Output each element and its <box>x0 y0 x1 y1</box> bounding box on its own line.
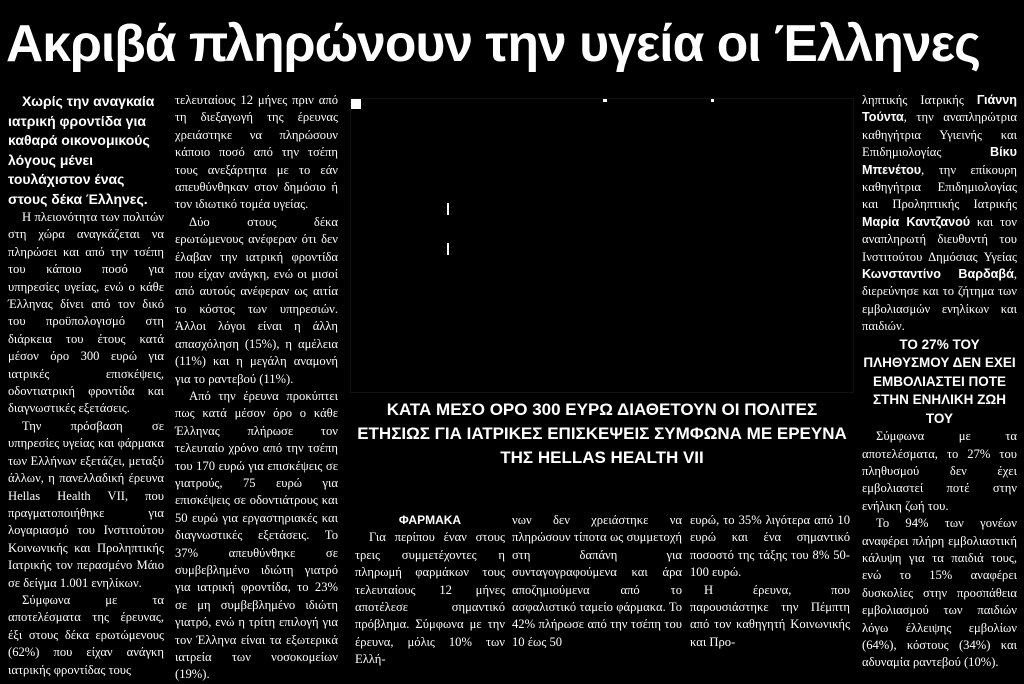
text: και τον αναπληρωτή διευθυντή του Ινστιτούτου Δημόσιας Υγείας <box>862 214 1017 264</box>
paragraph: τελευταίους 12 μήνες πριν από τη διεξαγωγή της έρευνας χρειάστηκε να πληρώσουν κάποιο ποσό από την τσέπη τους ανεξάρτητα με το εάν απευθύνθηκαν στον δημόσιο ή τον ιδιωτικό τομέα υγείας. <box>175 93 338 212</box>
headline: Ακριβά πληρώνουν την υγεία οι Έλληνες <box>5 15 980 73</box>
paragraph: Από την έρευνα προκύπτει πως κατά μέσον όρο ο κάθε Έλληνας πλήρωσε τον τελευταίο χρόνο από την τσέπη του 170 ευρώ για επισκέψεις σε γιατρούς, 75 ευρώ για επισκέψεις σε οδοντιάτρους και 50 ευρώ για εργαστηριακές και διαγνωστικές εξετάσεις. Το 37% απευθύνθηκε σε συμβεβλημένο ιδιώτη γιατρό για ιατρική φροντίδα, το 23% σε μη συμβεβλημένο ιδιώτη γιατρό, ενώ η τρίτη επιλογή για τον Έλληνα είναι τα εξωτερικά ιατρεία των νοσοκομείων (19%). <box>175 388 338 682</box>
paragraph: Σύμφωνα με τα αποτελέσματα, το 27% του πληθυσμού δεν έχει εμβολιαστεί ποτέ στην ενήλικη ζωή του. <box>862 429 1017 513</box>
lead-paragraph: Χωρίς την αναγκαία ιατρική φροντίδα για καθαρά οικονομικούς λόγους μένει τουλάχιστον ένας στους δέκα Έλληνες. <box>8 93 155 207</box>
article-photo <box>350 98 854 393</box>
photo-speck <box>351 99 361 109</box>
paragraph: Η πλειονότητα των πολιτών στη χώρα αναγκάζεται να πληρώσει και από την τσέπη του κάποιο ποσό για υπηρεσίες υγείας, ενώ ο κάθε Έλληνας δίνει από τον δικό του προϋπολογισμό στη διάρκεια του έτους κατά μέσον όρο 300 ευρώ για ιατρικές επισκέψεις, οδοντιατρική φροντίδα και διαγνωστικές εξετάσεις. <box>8 210 164 416</box>
column-2 <box>175 92 338 684</box>
text: , διερεύνησε και το ζήτημα των εμβολιασμών ενηλίκων και παιδιών. <box>862 267 1017 334</box>
person-name: Μαρία Καντζανού <box>862 214 971 229</box>
paragraph: Σύμφωνα με τα αποτελέσματα της έρευνας, έξι στους δέκα ερωτώμενους (62%) που είχαν ανάγκη ιατρικής φροντίδας τους <box>8 592 164 677</box>
column-6 <box>690 512 850 651</box>
paragraph: Για περίπου έναν στους τρεις συμμετέχοντες η πληρωμή φαρμάκων τους τελευταίους 12 μήνες αποτέλεσε σημαντικό πρόβλημα. Σύμφωνα με την έρευνα, μόλις 10% των Ελλή- <box>355 530 505 667</box>
column-5 <box>512 512 682 651</box>
text: ληπτικής Ιατρικής <box>862 93 977 107</box>
text: , την αναπληρώτρια καθηγήτρια Υγιεινής και Επιδημιολογίας <box>862 110 1017 160</box>
paragraph: Η έρευνα, που παρουσιάστηκε την Πέμπτη από τον καθηγητή Κοινωνικής και Προ- <box>690 582 850 649</box>
person-name: Γιάννη Τούντα <box>862 93 1017 125</box>
text: , την επίκουρη καθηγήτρια Επιδημιολογίας και Προληπτικής Ιατρικής <box>862 162 1017 212</box>
person-name: Βίκυ Μπενέτου <box>862 145 1017 177</box>
column-1 <box>8 92 164 679</box>
paragraph: Την πρόσβαση σε υπηρεσίες υγείας και φάρμακα των Ελλήνων εξετάζει, μεταξύ άλλων, η πανελλαδική έρευνα Hellas Health VII, που πραγματοποιήθηκε για λογαριασμό του Ινστιτούτου Κοινωνικής και Προληπτικής Ιατρικής τον περασμένο Μάιο σε δείγμα 1.001 ενηλίκων. <box>8 418 164 590</box>
paragraph: Το 94% των γονέων αναφέρει πλήρη εμβολιαστική κάλυψη για τα παιδιά τους, ενώ το 15% αναφέρει δυσκολίες στην προσπάθεια εμβολιασμού των παιδιών λόγω έλλειψης εμβολίων (64%), κόστους (34%) και αδυναμία ραντεβού (10%). <box>862 516 1017 670</box>
column-4 <box>355 512 505 669</box>
section-subhead: ΤΟ 27% ΤΟΥ ΠΛΗΘΥΣΜΟΥ ΔΕΝ ΕΧΕΙ ΕΜΒΟΛΙΑΣΤΕΙ ΠΟΤΕ ΣΤΗΝ ΕΝΗΛΙΚΗ ΖΩΗ ΤΟΥ <box>863 336 1016 426</box>
paragraph: νων δεν χρειάστηκε να πληρώσουν τίποτα ως συμμετοχή στη δαπάνη για συνταγογραφούμενα και άρα αποζημιούμενα από το ασφαλιστικό ταμείο φάρμακα. Το 42% πλήρωσε από την τσέπη του 10 έως 50 <box>512 513 682 649</box>
column-3 <box>862 92 1017 672</box>
person-name: Κωνσταντίνο Βαρδαβά <box>862 267 1014 282</box>
photo-speck <box>447 243 449 255</box>
photo-speck <box>711 99 714 102</box>
photo-caption: ΚΑΤΑ ΜΕΣΟ ΟΡΟ 300 ΕΥΡΩ ΔΙΑΘΕΤΟΥΝ ΟΙ ΠΟΛΙΤΕΣ ΕΤΗΣΙΩΣ ΓΙΑ ΙΑΤΡΙΚΕΣ ΕΠΙΣΚΕΨΕΙΣ ΣΥΜΦΩΝΑ ΜΕ ΕΡΕΥΝΑ ΤΗΣ HELLAS HEALTH VII <box>357 400 847 467</box>
section-title: ΦΑΡΜΑΚΑ <box>398 513 462 527</box>
photo-speck <box>603 99 607 102</box>
paragraph: Δύο στους δέκα ερωτώμενους ανέφεραν ότι δεν έλαβαν την ιατρική φροντίδα που είχαν ανάγκη, ενώ οι μισοί από αυτούς ανέφεραν ως αιτία το κόστος των υπηρεσιών. Άλλοι λόγοι είναι η άλλη απασχόληση (15%), η αμέλεια (11%) και η μεγάλη αναμονή για το ραντεβού (11%). <box>175 214 338 386</box>
photo-speck <box>447 203 449 215</box>
paragraph: ευρώ, το 35% λιγότερα από 10 ευρώ και ένα σημαντικό ποσοστό της τάξης του 8% 50-100 ευρώ. <box>690 513 850 580</box>
paragraph <box>862 92 1017 336</box>
